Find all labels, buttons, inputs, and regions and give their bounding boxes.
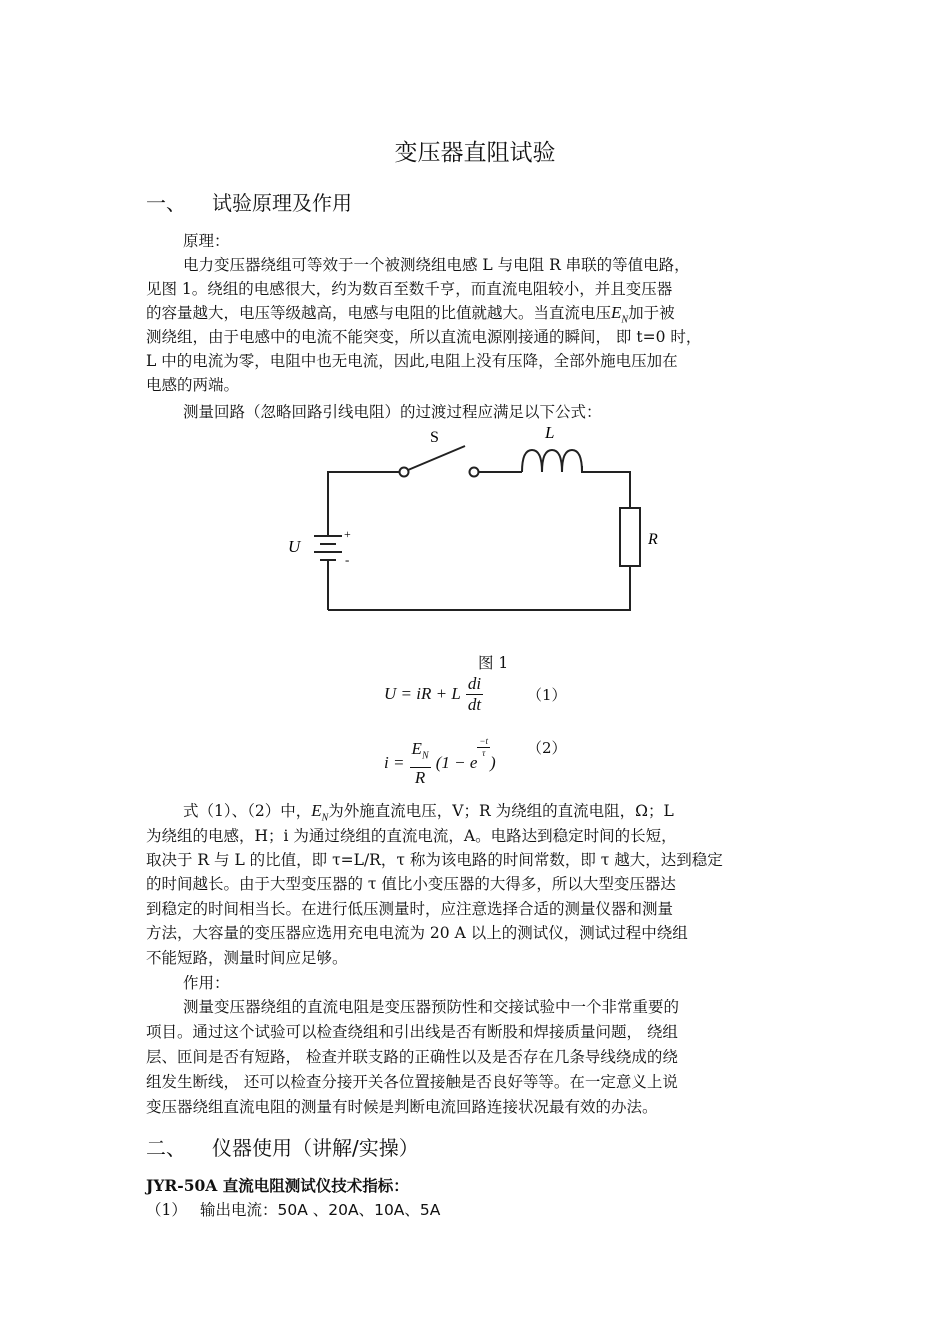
section-2-number: 二、 bbox=[146, 1136, 186, 1160]
figure-caption: 图 1 bbox=[478, 654, 509, 672]
en-sub: N bbox=[621, 314, 629, 326]
inductor-label: L bbox=[545, 423, 555, 442]
para1-line-6: 电感的两端。 bbox=[146, 376, 240, 394]
eq2-lhs: i = bbox=[384, 753, 405, 772]
plus-sign: + bbox=[344, 527, 351, 541]
eq2-paren-close: ) bbox=[489, 753, 496, 772]
source-label: U bbox=[288, 537, 301, 556]
page-title: 变压器直阻试验 bbox=[394, 140, 556, 166]
inductor-coil bbox=[522, 450, 582, 472]
eq1-lhs: U = iR + L bbox=[384, 684, 461, 703]
para3-line-1 bbox=[183, 799, 674, 823]
battery-symbol bbox=[310, 520, 346, 572]
para3-line-2: 为绕组的电感，H；i 为通过绕组的直流电流，A。电路达到稳定时间的长短， bbox=[146, 827, 677, 845]
switch-contact-right bbox=[470, 468, 479, 477]
en2-base: E bbox=[311, 801, 322, 820]
circuit-diagram bbox=[280, 420, 670, 630]
en-symbol-2 bbox=[311, 801, 329, 824]
para4-line-5: 变压器绕组直流电阻的测量有时候是判断电流回路连接状况最有效的办法。 bbox=[146, 1098, 658, 1116]
en2-sub: N bbox=[321, 812, 329, 824]
para4-line-2: 项目。通过这个试验可以检查绕组和引出线是否有断股和焊接质量问题， 绕组 bbox=[146, 1023, 678, 1041]
eq1-den: dt bbox=[467, 695, 482, 714]
para3-line-5: 到稳定的时间相当长。在进行低压测量时，应注意选择合适的测量仪器和测量 bbox=[146, 900, 674, 918]
function-label: 作用： bbox=[183, 974, 230, 992]
section-1-number: 一、 bbox=[146, 191, 186, 215]
eq1-num: di bbox=[467, 674, 482, 693]
para4-line-1: 测量变压器绕组的直流电阻是变压器预防性和交接试验中一个非常重要的 bbox=[183, 998, 680, 1016]
eq1-number: （1） bbox=[527, 686, 567, 704]
para1-line-3-text: 的容量越大，电压等级越高，电感与电阻的比值就越大。当直流电压 bbox=[146, 304, 612, 322]
para1-line-3-after: 加于被 bbox=[628, 304, 675, 322]
para1-line-1: 电力变压器绕组可等效于一个被测绕组电感 L 与电阻 R 串联的等值电路， bbox=[183, 256, 690, 274]
resistor-body bbox=[620, 508, 640, 566]
switch-contact-left bbox=[400, 468, 409, 477]
equation-2 bbox=[384, 736, 496, 788]
eq2-num-base: E bbox=[411, 739, 422, 759]
section-2-heading: 仪器使用（讲解/实操） bbox=[212, 1136, 419, 1160]
eq2-exp-num: −t bbox=[479, 736, 488, 746]
para3-line-7: 不能短路，测量时间应足够。 bbox=[146, 949, 348, 967]
para4-line-3: 层、匝间是否有短路， 检查并联支路的正确性以及是否存在几条导线绕成的绕 bbox=[146, 1048, 678, 1066]
wire-bottom bbox=[328, 566, 630, 610]
section-1-heading: 试验原理及作用 bbox=[212, 191, 352, 215]
eq2-exponent bbox=[477, 736, 490, 759]
para3-line-4: 的时间越长。由于大型变压器的 τ 值比小变压器的大得多，所以大型变压器达 bbox=[146, 875, 676, 893]
para3-line-1-before: 式（1）、（2）中， bbox=[183, 802, 312, 820]
wire-right-top bbox=[582, 466, 630, 508]
para1-line-2: 见图 1。绕组的电感很大，约为数百至数千亨，而直流电阻较小，并且变压器 bbox=[146, 280, 673, 298]
spec-title: JYR-50A 直流电阻测试仪技术指标： bbox=[146, 1176, 409, 1195]
para2: 测量回路（忽略回路引线电阻）的过渡过程应满足以下公式： bbox=[183, 403, 602, 421]
para3-line-1-after: 为外施直流电压，V；R 为绕组的直流电阻，Ω；L bbox=[328, 802, 674, 820]
eq2-num-sub: N bbox=[421, 750, 429, 762]
eq2-number: （2） bbox=[527, 739, 567, 757]
switch-blade bbox=[408, 446, 465, 470]
para4-line-4: 组发生断线， 还可以检查分接开关各位置接触是否良好等等。在一定意义上说 bbox=[146, 1073, 678, 1091]
eq2-fraction bbox=[410, 739, 431, 787]
para1-line-4: 测绕组，由于电感中的电流不能突变，所以直流电源刚接通的瞬间， 即 t=0 时， bbox=[146, 328, 702, 346]
resistor-label: R bbox=[648, 531, 658, 548]
eq2-den: R bbox=[414, 767, 426, 787]
minus-sign: - bbox=[345, 552, 350, 567]
eq2-paren-open: (1 − e bbox=[435, 753, 478, 772]
para1-line-3 bbox=[146, 301, 675, 325]
principle-label: 原理： bbox=[183, 232, 230, 250]
eq2-exp-den: τ bbox=[482, 748, 486, 758]
para3-line-3: 取决于 R 与 L 的比值，即 τ=L/R，τ 称为该电路的时间常数，即 τ 越大，达到稳定 bbox=[146, 851, 723, 869]
eq1-fraction bbox=[466, 674, 483, 715]
equation-1 bbox=[384, 674, 483, 715]
para1-line-5: L 中的电流为零，电阻中也无电流，因此,电阻上没有压降，全部外施电压加在 bbox=[146, 352, 678, 370]
para3-line-6: 方法，大容量的变压器应选用充电电流为 20 A 以上的测试仪，测试过程中绕组 bbox=[146, 924, 688, 942]
en-base: E bbox=[611, 303, 622, 322]
spec-item-1-number: （1） bbox=[146, 1201, 187, 1219]
eq2-num bbox=[410, 739, 431, 767]
spec-item-1-text: 输出电流：50A 、20A、10A、5A bbox=[200, 1201, 441, 1219]
en-symbol bbox=[611, 303, 629, 326]
switch-label: S bbox=[430, 429, 439, 446]
